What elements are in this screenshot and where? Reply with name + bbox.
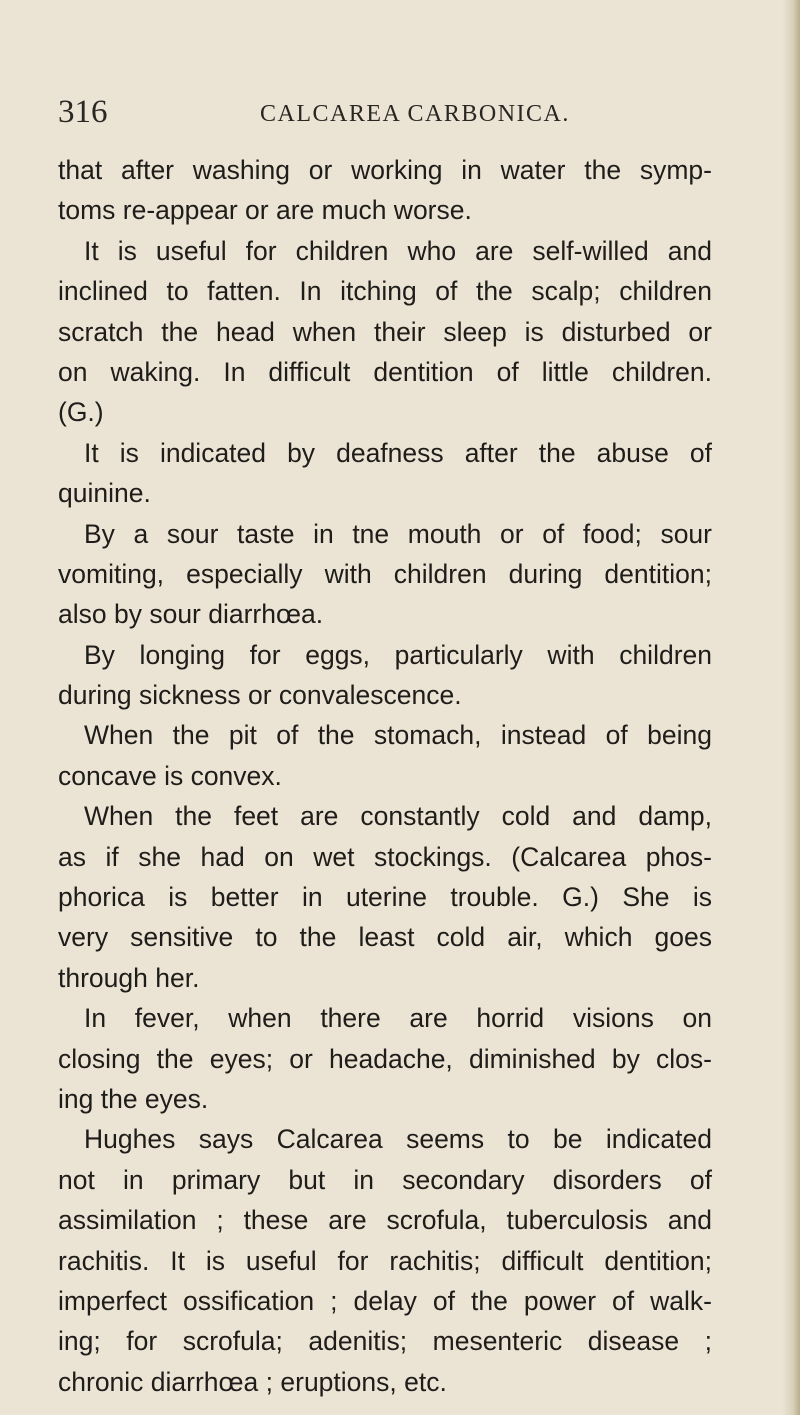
text-line: Hughes says Calcarea seems to be indicated: [84, 1124, 712, 1155]
text-line: assimilation ; these are scrofula, tuberculosis and: [58, 1205, 712, 1236]
text-line: By a sour taste in tne mouth or of food; sour: [84, 518, 712, 549]
page-number: 316: [58, 94, 108, 130]
text-line: It is indicated by deafness after the abuse of: [84, 437, 712, 468]
text-line: also by sour diarrhœa.: [58, 599, 324, 630]
text-line: very sensitive to the least cold air, which goes: [58, 922, 712, 953]
text-line: concave is convex.: [58, 760, 282, 791]
text-line: It is useful for children who are self-willed and: [84, 235, 712, 266]
text-line: chronic diarrhœa ; eruptions, etc.: [58, 1366, 447, 1397]
text-line: imperfect ossification ; delay of the power of walk-: [58, 1285, 712, 1316]
running-header: [58, 92, 718, 132]
text-line: When the pit of the stomach, instead of being: [84, 720, 712, 751]
text-line: on waking. In difficult dentition of little children.: [58, 356, 712, 387]
text-line: When the feet are constantly cold and damp,: [84, 801, 712, 832]
body-text: [58, 150, 712, 1402]
text-line: ing the eyes.: [58, 1083, 209, 1114]
text-line: vomiting, especially with children during dentition;: [58, 558, 712, 589]
text-line: through her.: [58, 962, 200, 993]
text-line: rachitis. It is useful for rachitis; difficult dentition;: [58, 1245, 712, 1276]
text-line: quinine.: [58, 478, 151, 509]
text-line: that after washing or working in water the symp-: [58, 155, 712, 185]
text-line: By longing for eggs, particularly with children: [84, 639, 712, 670]
text-line: (G.): [58, 397, 104, 428]
text-line: scratch the head when their sleep is disturbed or: [58, 316, 712, 347]
text-line: not in primary but in secondary disorders of: [58, 1164, 712, 1195]
text-line: closing the eyes; or headache, diminished by clos-: [58, 1043, 712, 1074]
text-line: inclined to fatten. In itching of the scalp; children: [58, 276, 712, 307]
text-line: ing; for scrofula; adenitis; mesenteric disease ;: [58, 1326, 712, 1357]
text-line: In fever, when there are horrid visions on: [84, 1003, 712, 1034]
text-line: toms re-appear or are much worse.: [58, 195, 472, 226]
text-line: as if she had on wet stockings. (Calcarea phos-: [58, 841, 712, 872]
text-line: phorica is better in uterine trouble. G.) She is: [58, 882, 712, 913]
running-title: CALCAREA CARBONICA.: [260, 101, 570, 127]
text-line: during sickness or convalescence.: [58, 680, 462, 711]
page-edge-shadow: [782, 0, 800, 1415]
